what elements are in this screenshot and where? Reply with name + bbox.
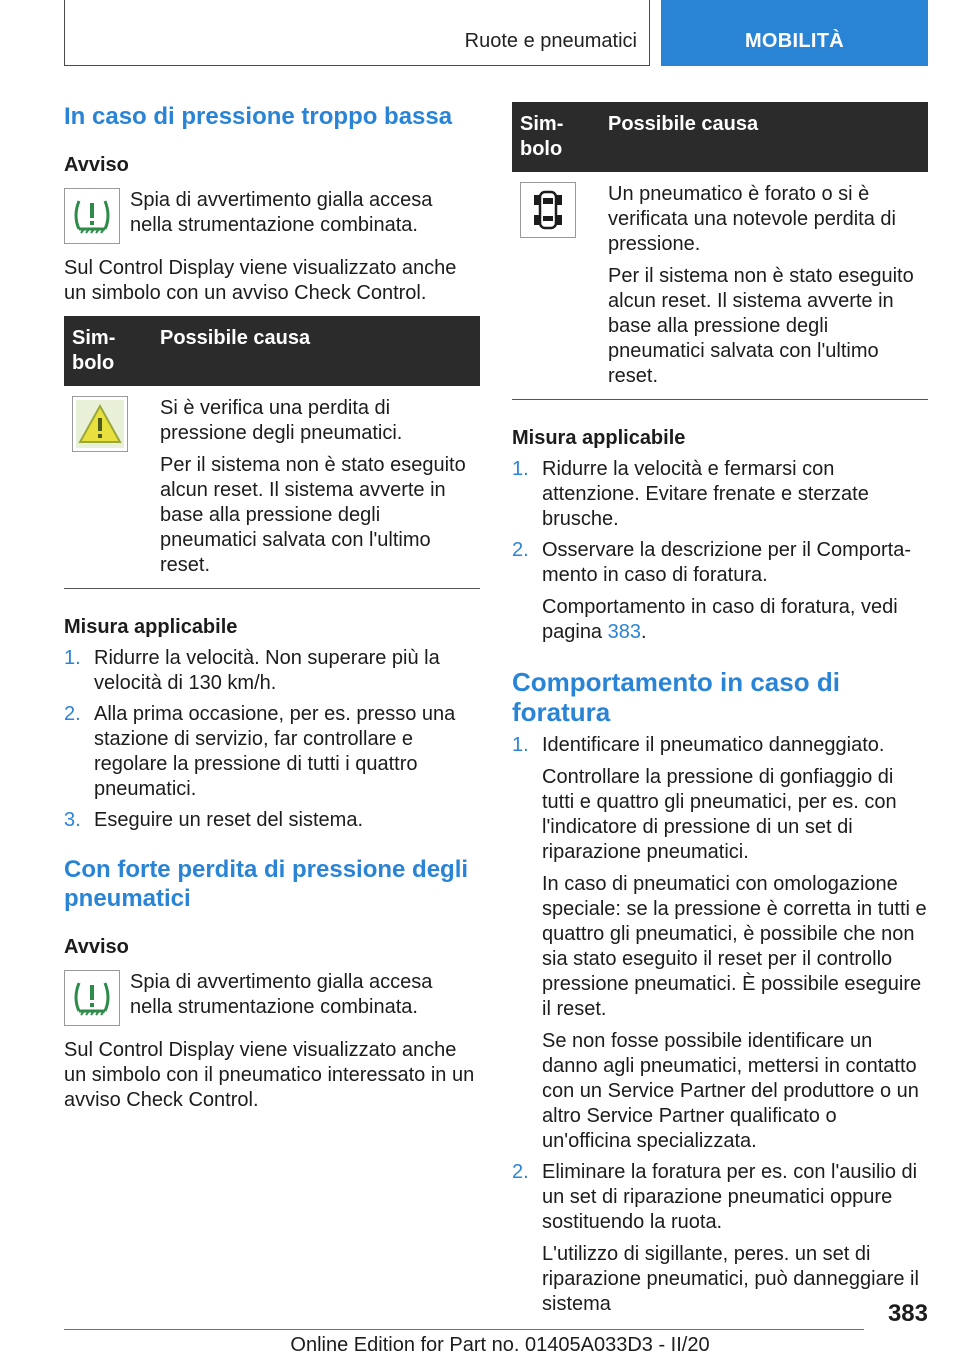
right-column: [512, 102, 928, 1317]
symbol-table: [512, 102, 928, 400]
measure-heading: Misura applicabile: [512, 427, 686, 449]
table-header-cause: Possibile causa: [152, 316, 480, 386]
heading-puncture: Comportamento in caso di foratura: [512, 667, 840, 727]
page-number: 383: [887, 1300, 928, 1327]
notice-label: Avviso: [64, 936, 129, 958]
warning-triangle-icon: [72, 396, 128, 452]
section-tab: [64, 0, 650, 66]
tire-pressure-warning-icon: [64, 970, 120, 1026]
cross-reference: Comportamento in caso di foratura, vedi pagina 383.: [542, 596, 898, 643]
footer: [0, 1334, 960, 1357]
symbol-table: [64, 316, 480, 589]
list-item: 3. Eseguire un reset del sistema.: [64, 809, 364, 831]
list-item: 2. Alla prima occasione, per es. presso una stazione di servizio, far controllare e regolare la pressione di tutti i quattro pneumatici.: [64, 703, 456, 800]
list-item: 1. Ridurre la velocità e fermarsi con attenzione. Evitare frenate e sterzate brusche.: [512, 458, 869, 530]
list-item: 2. Osservare la descrizione per il Comportamento in caso di foratura. Comportamento in caso di foratura, vedi pagina 383.: [512, 538, 928, 645]
footer-rule: [64, 1329, 864, 1330]
table-header-symbol: Simbolo: [512, 102, 600, 172]
measure-list: [64, 646, 480, 833]
notice-label: Avviso: [64, 154, 129, 176]
table-row: [512, 172, 928, 400]
paragraph: Sul Control Display viene visualizzato anche un simbolo con il pneumatico interessato in un avviso Check Control.: [64, 1039, 475, 1111]
cause-text: Per il sistema non è stato eseguito alcun reset. Il sistema avverte in base alla pressione degli pneumatici salvata con l'ultimo reset.: [160, 454, 466, 576]
footer-edition: Online Edition for Part no. 01405A033D3 - II/20: [290, 1334, 710, 1356]
notice-text: Spia di avvertimento gialla accesa nella strumentazione combinata.: [130, 971, 433, 1018]
section-title: Ruote e pneumatici: [464, 30, 637, 52]
cause-text: Per il sistema non è stato eseguito alcun reset. Il sistema avverte in base alla pressione degli pneumatici salvata con l'ultimo reset.: [608, 265, 914, 387]
chapter-title: MOBILITÀ: [744, 30, 845, 52]
flat-tire-car-icon: [520, 182, 576, 238]
notice-text: Spia di avvertimento gialla accesa nella strumentazione combinata.: [130, 189, 433, 236]
heading-strong-loss: Con forte perdita di pressione degli pneumatici: [64, 856, 469, 912]
table-row: [64, 386, 480, 589]
page-header: [64, 0, 928, 66]
table-header-cause: Possibile causa: [600, 102, 928, 172]
list-item: 1. Ridurre la velocità. Non superare più la velocità di 130 km/h.: [64, 647, 440, 694]
cause-text: Un pneumatico è forato o si è verificata una notevole perdita di pressione.: [608, 183, 896, 255]
notice-row: [64, 970, 480, 1026]
left-column: [64, 102, 480, 1113]
measure-list: [512, 457, 928, 645]
page-link[interactable]: 383: [607, 621, 641, 643]
puncture-list: [512, 733, 928, 1317]
tire-pressure-warning-icon: [64, 188, 120, 244]
notice-row: [64, 188, 480, 244]
cause-text: Si è verifica una perdita di pressione degli pneumatici.: [160, 397, 403, 444]
measure-heading: Misura applicabile: [64, 616, 238, 638]
list-item: 1. Identificare il pneumatico danneggiato. Controllare la pressione di gonfiaggio di tutti e quattro gli pneumatici, per es. con l'indicatore di pressione di un set di riparazione pneumatici. In caso di pneumatici con omologazione speciale: se la pressione è corretta in tutti e quattro gli pneumatici, è possibile che non sia stato eseguito il reset per il controllo pressione pneumatici. È possibile eseguire il reset. Se non fosse possibile identificare un danno agli pneumatici, mettersi in contatto con un Service Partner del produttore o un altro Service Partner qualificato o un'officina specializzata.: [512, 734, 927, 1152]
paragraph: Sul Control Display viene visualizzato anche un simbolo con un avviso Check Control.: [64, 257, 457, 304]
heading-low-pressure: In caso di pressione troppo bassa: [64, 103, 453, 130]
table-header-symbol: Simbolo: [64, 316, 152, 386]
list-item: 2. Eliminare la foratura per es. con l'ausilio di un set di riparazione pneumatici oppure sostituendo la ruota. L'utilizzo di sigillante, peres. un set di riparazione pneumatici, può danneggiare il sistema: [512, 1161, 919, 1315]
chapter-tab: [661, 0, 928, 66]
